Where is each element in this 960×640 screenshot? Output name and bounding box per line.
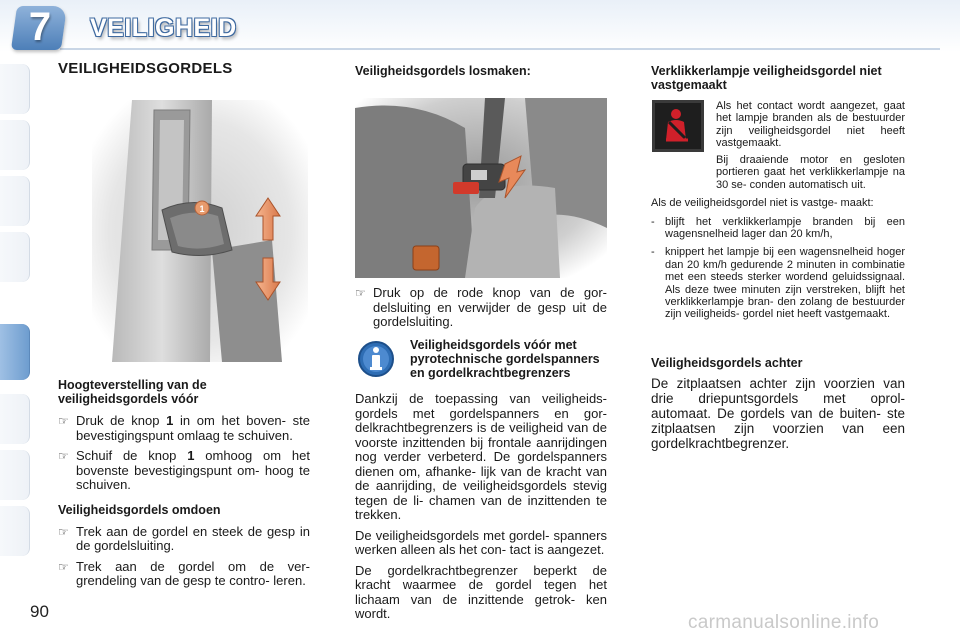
height-adjuster-illustration bbox=[92, 100, 308, 362]
paragraph: De zitplaatsen achter zijn voorzien van drie driepuntsgordels met oprol- automaat. De gordels van de buiten- ste zitplaatsen zijn voorzien van een gordelkrachtbegrenzer. bbox=[651, 376, 905, 451]
pretensioner-text bbox=[355, 392, 607, 628]
warning-light-heading: Verklikkerlampje veiligheidsgordel niet vastgemaakt bbox=[651, 64, 882, 92]
pointing-hand-icon: ☞ bbox=[355, 286, 366, 300]
fasten-heading: Veiligheidsgordels omdoen bbox=[58, 502, 221, 517]
page-number: 90 bbox=[30, 602, 49, 621]
warning-light-text bbox=[651, 154, 905, 327]
column-left-text bbox=[58, 378, 310, 595]
column-middle-text bbox=[355, 286, 607, 336]
section-title: VEILIGHEIDSGORDELS bbox=[58, 60, 233, 77]
seatbelt-warning-icon bbox=[652, 100, 704, 152]
pointing-hand-icon: ☞ bbox=[58, 449, 69, 463]
header-divider bbox=[60, 48, 940, 50]
chapter-tab[interactable] bbox=[0, 64, 30, 114]
chapter-tab[interactable] bbox=[0, 120, 30, 170]
chapter-tab-active[interactable] bbox=[0, 324, 30, 380]
chapter-tab[interactable] bbox=[0, 176, 30, 226]
list-item: ☞ Schuif de knop 1 omhoog om het bovenste bevestigingspunt om- hoog te schuiven. bbox=[58, 448, 310, 492]
paragraph: De veiligheidsgordels met gordel- spanners werken alleen als het con- tact is aangezet. bbox=[355, 527, 607, 557]
info-heading-block bbox=[410, 338, 608, 380]
chapter-tab-strip bbox=[0, 64, 34, 576]
warning-light-intro bbox=[716, 100, 905, 156]
height-adjust-heading: Hoogteverstelling van de veiligheidsgordels vóór bbox=[58, 378, 207, 406]
rear-belts-block bbox=[651, 356, 905, 457]
list-item: ☞ Druk de knop 1 in om het boven- ste bevestigingspunt omlaag te schuiven. bbox=[58, 413, 310, 443]
column-left bbox=[58, 62, 310, 77]
paragraph: Als het contact wordt aangezet, gaat het lampje branden als de bestuurder zijn veiligheidsgordel niet heeft vastgemaakt. bbox=[716, 100, 905, 150]
column-middle-heading bbox=[355, 64, 607, 78]
list-item: - blijft het verklikkerlampje branden bij een wagensnelheid lager dan 20 km/h, bbox=[651, 215, 905, 241]
paragraph: De gordelkrachtbegrenzer beperkt de kracht waarmee de gordel tegen het lichaam van de inzittende getrok- ken wordt. bbox=[355, 562, 607, 621]
list-item: ☞ Trek aan de gordel en steek de gesp in de gordelsluiting. bbox=[58, 523, 310, 553]
chapter-tab[interactable] bbox=[0, 232, 30, 282]
pointing-hand-icon: ☞ bbox=[58, 559, 69, 574]
buckle-release-illustration bbox=[355, 98, 607, 278]
list-item: - knippert het lampje bij een wagensnelheid hoger dan 20 km/h gedurende 2 minuten in combinatie met een steeds sterker wordend geluidssignaal. Als deze twee minuten zijn verstreken, blijft het verklikkerlampje bran- den zolang de bestuurder zijn veiligheids- gordel niet heeft vastgemaakt. bbox=[651, 246, 905, 321]
list-item: ☞ Trek aan de gordel om de ver- grendeling van de gesp te contro- leren. bbox=[58, 558, 310, 588]
chapter-tab[interactable] bbox=[0, 394, 30, 444]
info-icon bbox=[357, 340, 395, 378]
chapter-tab[interactable] bbox=[0, 450, 30, 500]
chapter-tab[interactable] bbox=[0, 506, 30, 556]
release-heading: Veiligheidsgordels losmaken: bbox=[355, 64, 531, 78]
paragraph: Dankzij de toepassing van veiligheids- gordels met gordelspanners en gor- delkrachtbegrenzers is de veiligheid van de voorste inzittenden bij frontale aanrijdingen nog verder verbeterd. De gordelspanners dienen om, afhanke- lijk van de kracht van de aanrijding, de veiligheidsgordels stevig tegen de li- chamen van de inzittenden te trekken. bbox=[355, 391, 607, 522]
chapter-title: VEILIGHEID bbox=[90, 14, 237, 42]
pretensioner-heading: Veiligheidsgordels vóór met pyrotechnische gordelspanners en gordelkrachtbegrenzers bbox=[410, 338, 600, 380]
watermark: carmanualsonline.info bbox=[688, 612, 880, 633]
list-item: ☞ Druk op de rode knop van de gor- delsluiting en verwijder de gesp uit de gordelsluiting. bbox=[355, 285, 607, 329]
paragraph: Als de veiligheidsgordel niet is vastge- maakt: bbox=[651, 197, 874, 210]
chapter-number: 7 bbox=[28, 5, 52, 49]
callout-label: 1 bbox=[199, 204, 205, 214]
rear-belts-heading: Veiligheidsgordels achter bbox=[651, 356, 803, 370]
pointing-hand-icon: ☞ bbox=[58, 524, 69, 539]
pointing-hand-icon: ☞ bbox=[58, 414, 69, 428]
column-right bbox=[651, 64, 905, 92]
paragraph: Bij draaiende motor en gesloten portieren gaat het verklikkerlampje na 30 se- conden automatisch uit. bbox=[716, 154, 905, 191]
